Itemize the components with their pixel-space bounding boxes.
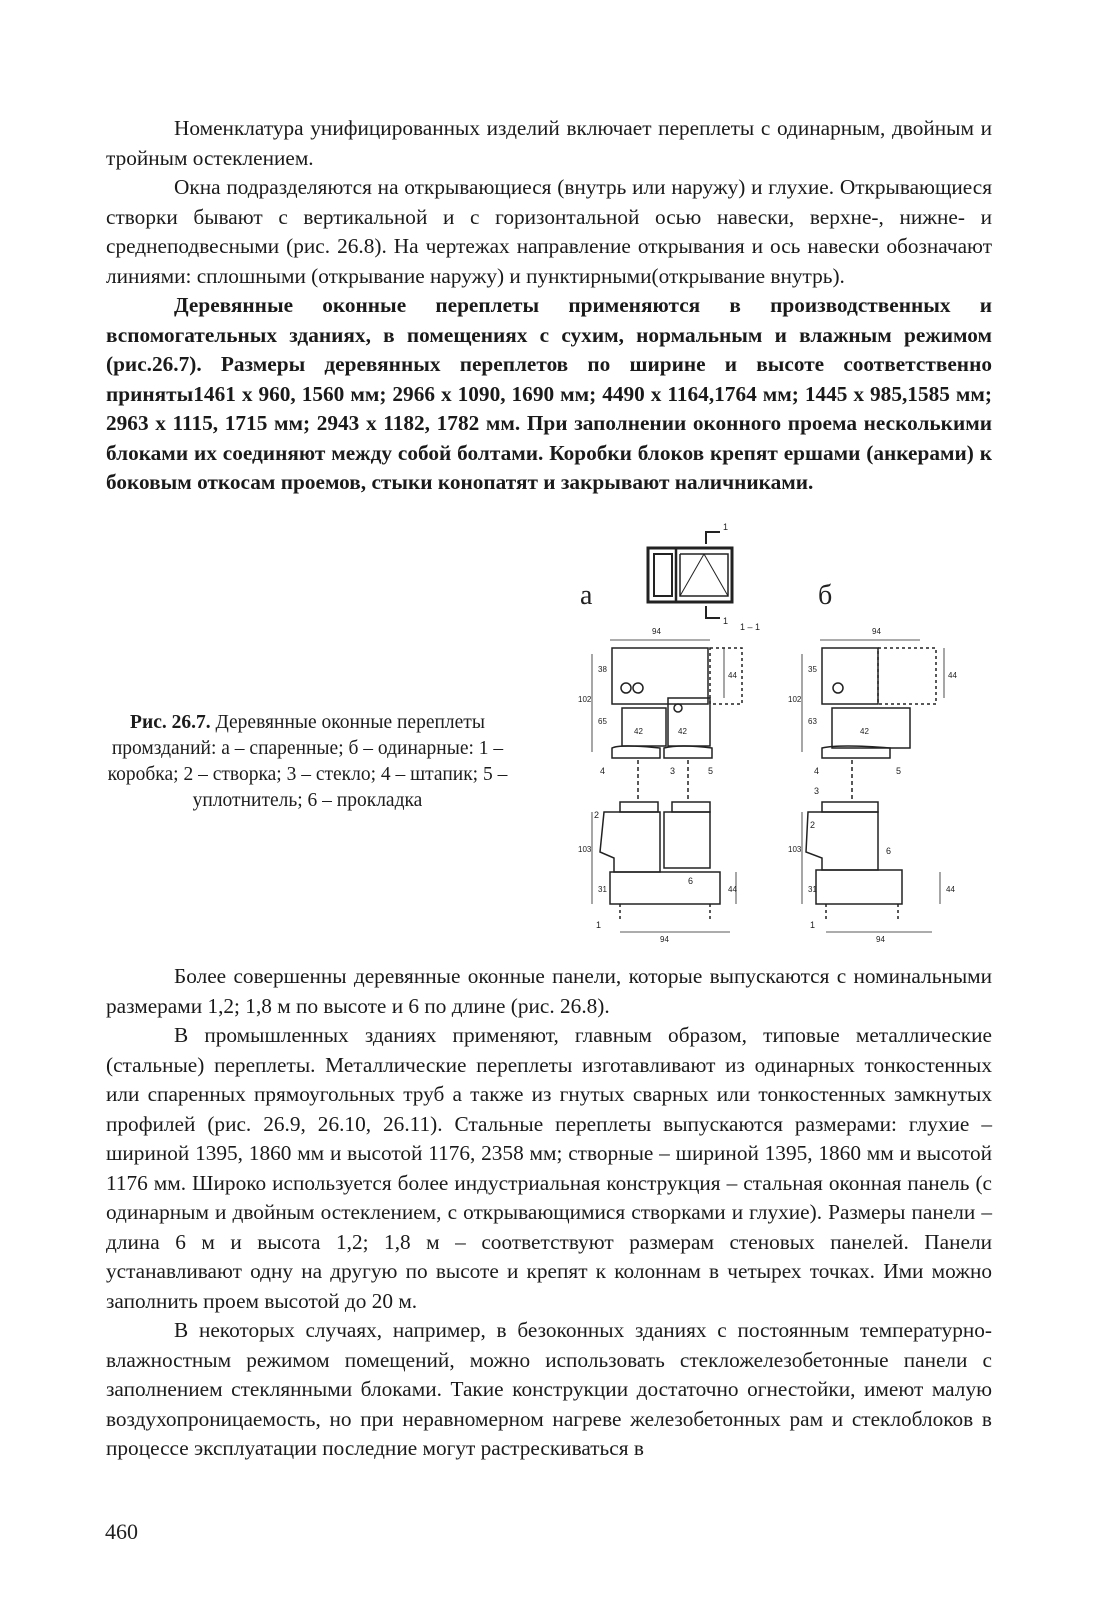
- dim-35-b: 35: [808, 665, 817, 674]
- callout-6-b: 6: [886, 846, 892, 856]
- callout-2-a: 2: [594, 810, 600, 820]
- dim-102-b: 102: [788, 695, 802, 704]
- section-mark: 1 – 1: [740, 622, 761, 632]
- dim-42-right-a: 42: [678, 727, 687, 736]
- dim-42-left-a: 42: [634, 727, 643, 736]
- dim-31-a: 31: [598, 885, 607, 894]
- dim-94-top-a: 94: [652, 627, 661, 636]
- dim-44-bottom-a: 44: [728, 885, 737, 894]
- dim-65-a: 65: [598, 717, 607, 726]
- section-b-drawing: [802, 640, 944, 932]
- paragraph: Номенклатура унифицированных изделий включает переплеты с одинарным, двойным и тройным остеклением.: [106, 116, 992, 170]
- figure-caption-text: Деревянные оконные переплеты промзданий: а – спаренные; б – одинарные: 1 – коробка; 2 – створка; 3 – стекло; 4 – штапик; 5 – уплотнитель; 6 – прокладка: [107, 712, 508, 811]
- figure-letter-b: б: [818, 580, 833, 611]
- section-a-drawing: [592, 640, 742, 932]
- callout-2-b: 2: [810, 820, 816, 830]
- section-number-top: 1: [723, 522, 729, 532]
- paragraph: Окна подразделяются на открывающиеся (внутрь или наружу) и глухие. Открывающиеся створки бывают с вертикальной и с горизонтальной осью навески, верхне-, нижне- и среднеподвесными (рис. 26.8). На чертежах направление открывания и ось навески обозначают линиями: сплошными (открывание наружу) и пунктирными(открывание внутрь).: [106, 175, 992, 288]
- dim-31-b: 31: [808, 885, 817, 894]
- dim-94-bottom-a: 94: [660, 935, 669, 944]
- dim-44-bottom-b: 44: [946, 885, 955, 894]
- paragraph: В промышленных зданиях применяют, главным образом, типовые металлические (стальные) переплеты. Металлические переплеты изготавливают из одинарных тонкостенных или спаренных прямоугольных труб а также из гнутых сварных или тонкостенных замкнутых профилей (рис. 26.9, 26.10, 26.11). Стальные переплеты выпускаются размерами: глухие – шириной 1395, 1860 мм и высотой 1176, 2358 мм; створные – шириной 1395, 1860 мм и высотой 1176 мм. Широко используется более индустриальная конструкция – стальная оконная панель (с одинарным и двойным остеклением, с открывающимися створками и глухие). Размеры панели – длина 6 м и высота 1,2; 1,8 м – соответствуют размерам стеновых панелей. Панели устанавливают одну на другую по высоте и крепят к колоннам в четырех точках. Ими можно заполнить проем высотой до 20 м.: [106, 1023, 992, 1313]
- figure-caption-title: Рис. 26.7.: [130, 712, 211, 733]
- paragraph: В некоторых случаях, например, в безоконных зданиях с постоянным температурно-влажностным режимом помещений, можно использовать стекложелезобетонные панели с заполнением стеклянными блоками. Такие конструкции достаточно огнестойки, имеют малую воздухопроницаемость, но при неравномерном нагреве железобетонных рам и стеклоблоков в процессе эксплуатации последние могут растрескиваться в: [106, 1318, 992, 1460]
- callout-3-a: 3: [670, 766, 676, 776]
- dim-103-b: 103: [788, 845, 802, 854]
- dim-103-a: 103: [578, 845, 592, 854]
- paragraph: Более совершенны деревянные оконные панели, которые выпускаются с номинальными размерами 1,2; 1,8 м по высоте и 6 по длине (рис. 26.8).: [106, 964, 992, 1018]
- page-number: 460: [105, 1519, 138, 1544]
- callout-3-b: 3: [814, 786, 820, 796]
- callout-5-b: 5: [896, 766, 902, 776]
- technical-drawing: [560, 512, 1000, 952]
- callout-6-a: 6: [688, 876, 694, 886]
- window-sash-figure: [560, 512, 1000, 952]
- window-thumbnail: [648, 548, 732, 602]
- dim-38-a: 38: [598, 665, 607, 674]
- dim-42-b: 42: [860, 727, 869, 736]
- bottom-text-block: [106, 962, 992, 1464]
- top-text-block: [106, 114, 992, 498]
- figure-letter-a: а: [580, 580, 593, 611]
- section-number-bottom: 1: [723, 616, 729, 626]
- dim-94-bottom-b: 94: [876, 935, 885, 944]
- dim-44-top-a: 44: [728, 671, 737, 680]
- dim-94-top-b: 94: [872, 627, 881, 636]
- callout-5-a: 5: [708, 766, 714, 776]
- callout-1-a: 1: [596, 920, 602, 930]
- dim-102-a: 102: [578, 695, 592, 704]
- figure-caption: [100, 710, 515, 814]
- callout-1-b: 1: [810, 920, 816, 930]
- dim-44-top-b: 44: [948, 671, 957, 680]
- callout-4-a: 4: [600, 766, 606, 776]
- paragraph: Деревянные оконные переплеты применяются в производственных и вспомогательных зданиях, в помещениях с сухим, нормальным и влажным режимом (рис.26.7). Размеры деревянных переплетов по ширине и высоте соответственно приняты1461 х 960, 1560 мм; 2966 х 1090, 1690 мм; 4490 х 1164,1764 мм; 1445 х 985,1585 мм; 2963 х 1115, 1715 мм; 2943 х 1182, 1782 мм. При заполнении оконного проема несколькими блоками их соединяют между собой болтами. Коробки блоков крепят ершами (анкерами) к боковым откосам проемов, стыки конопатят и закрывают наличниками.: [106, 293, 992, 494]
- dim-63-b: 63: [808, 717, 817, 726]
- callout-4-b: 4: [814, 766, 820, 776]
